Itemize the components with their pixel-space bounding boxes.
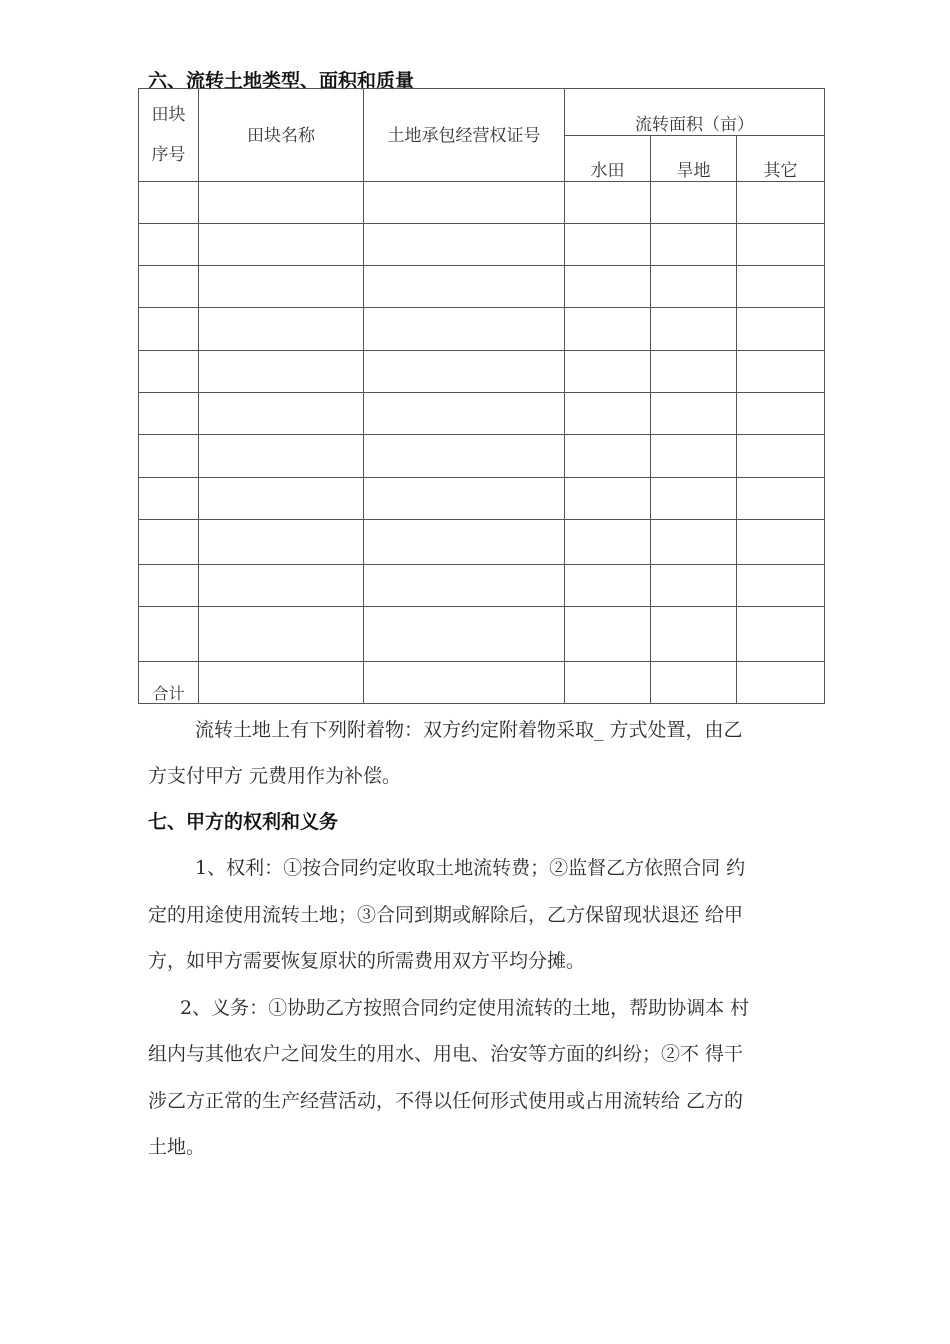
- header-paddy-field: 水田: [565, 136, 651, 182]
- attachments-line-1: 流转土地上有下列附着物：双方约定附着物采取_ 方式处置，由乙: [195, 719, 743, 741]
- table-row: [139, 182, 825, 224]
- header-other: 其它: [737, 136, 825, 182]
- total-label: 合计: [139, 662, 199, 704]
- rights-line-3: 方，如甲方需要恢复原状的所需费用双方平均分摊。: [148, 950, 586, 972]
- header-plot-number-line1: 田块: [151, 105, 186, 125]
- duties-line-1: 2、义务：①协助乙方按照合同约定使用流转的土地，帮助协调本 村: [180, 997, 750, 1019]
- land-transfer-table: [138, 88, 825, 704]
- total-row: [139, 662, 825, 704]
- table-row: [139, 393, 825, 435]
- table-row: [139, 266, 825, 308]
- table-row: [139, 308, 825, 351]
- duties-line-3: 涉乙方正常的生产经营活动，不得以任何形式使用或占用流转给 乙方的: [148, 1090, 744, 1112]
- header-dry-land: 旱地: [651, 136, 737, 182]
- table-row: [139, 520, 825, 565]
- table-row: [139, 565, 825, 607]
- section-seven-heading: 七、甲方的权利和义务: [148, 811, 339, 833]
- section-six-heading: 六、流转土地类型、面积和质量: [148, 70, 415, 92]
- table-row: [139, 607, 825, 662]
- table-row: [139, 224, 825, 266]
- rights-line-2: 定的用途使用流转土地；③合同到期或解除后，乙方保留现状退还 给甲: [148, 904, 744, 926]
- attachments-line-2: 方支付甲方 元费用作为补偿。: [148, 765, 402, 787]
- header-plot-number-line2: 序号: [151, 145, 186, 165]
- table-row: [139, 478, 825, 520]
- header-transfer-area: 流转面积（亩）: [565, 89, 825, 136]
- duties-line-4: 土地。: [148, 1136, 206, 1158]
- duties-line-2: 组内与其他农户之间发生的用水、用电、治安等方面的纠纷；②不 得干: [148, 1043, 744, 1065]
- rights-line-1: 1、权利：①按合同约定收取土地流转费；②监督乙方依照合同 约: [195, 857, 746, 879]
- header-plot-name: 田块名称: [199, 89, 364, 182]
- header-certificate-number: 土地承包经营权证号: [364, 89, 565, 182]
- table-row: [139, 435, 825, 478]
- header-plot-number: [139, 89, 199, 182]
- table-row: [139, 351, 825, 393]
